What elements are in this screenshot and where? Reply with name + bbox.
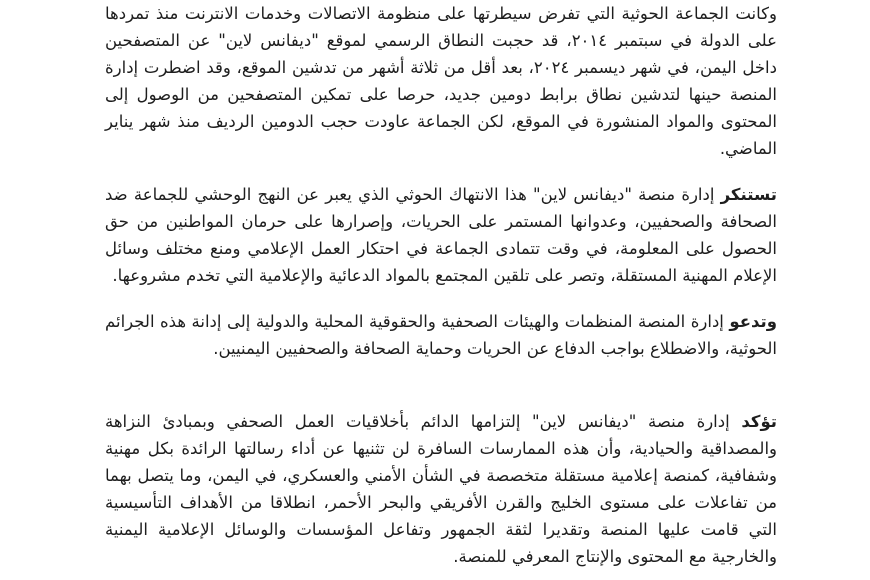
paragraph-lead: وتدعو [729, 312, 777, 331]
article-paragraph-call [105, 308, 777, 362]
paragraph-text [105, 0, 777, 162]
paragraph-body: إدارة منصة "ديفانس لاين" هذا الانتهاك الحوثي الذي يعبر عن النهج الوحشي للجماعة ضد الصحافة والصحفيين، وعدوانها المستمر على الحريات، وإصرارها على حرمان المواطنين من حق الحصول على المعلومة، في وقت تتمادى الجماعة في احتكار العمل الإعلامي ومنع مختلف وسائل الإعلام المهنية المستقلة، وتصر على تلقين المجتمع بالمواد الدعائية والإعلامية التي تخدم مشروعها. [105, 185, 777, 285]
paragraph-body: وكانت الجماعة الحوثية التي تفرض سيطرتها على منظومة الاتصالات وخدمات الانترنت منذ تمردها على الدولة في سبتمبر ٢٠١٤، قد حجبت النطاق الرسمي لموقع "ديفانس لاين" عن المتصفحين داخل اليمن، في شهر ديسمبر ٢٠٢٤، بعد أقل من ثلاثة أشهر من تدشين الموقع، وقد اضطرت إدارة المنصة حينها لتدشين نطاق برابط دومين جديد، حرصا على تمكين المتصفحين من الوصول إلى المحتوى والمواد المنشورة في الموقع، لكن الجماعة عاودت حجب الدومين الرديف منذ شهر يناير الماضي. [105, 4, 777, 158]
paragraph-lead: تستنكر [720, 185, 777, 204]
paragraph-text [105, 308, 777, 362]
article-paragraph-condemnation [105, 181, 777, 289]
article-paragraph-blocking [105, 0, 777, 162]
paragraph-body: إدارة منصة "ديفانس لاين" إلتزامها الدائم بأخلاقيات العمل الصحفي وبمبادئ النزاهة والمصداقية والحيادية، وأن هذه الممارسات السافرة لن تثنيها عن أداء رسالتها الرائدة بكل مهنية وشفافية، كمنصة إعلامية مستقلة متخصصة في الشأن الأمني والعسكري، في اليمن، وما يتصل بهما من تفاعلات على مستوى الخليج والقرن الأفريقي والبحر الأحمر، انطلاقا من الأهداف التأسيسية التي قامت عليها المنصة وتقديرا لثقة الجمهور وتفاعل المؤسسات والوسائل الإعلامية اليمنية والخارجية مع المحتوى والإنتاج المعرفي للمنصة. [105, 412, 777, 566]
paragraph-text [105, 408, 777, 570]
article-paragraph-affirmation [105, 408, 777, 570]
paragraph-body: إدارة المنصة المنظمات والهيئات الصحفية والحقوقية المحلية والدولية إلى إدانة هذه الجرائم الحوثية، والاضطلاع بواجب الدفاع عن الحريات وحماية الصحافة والصحفيين اليمنيين. [105, 312, 777, 358]
paragraph-text [105, 181, 777, 289]
paragraph-lead: تؤكد [741, 412, 777, 431]
